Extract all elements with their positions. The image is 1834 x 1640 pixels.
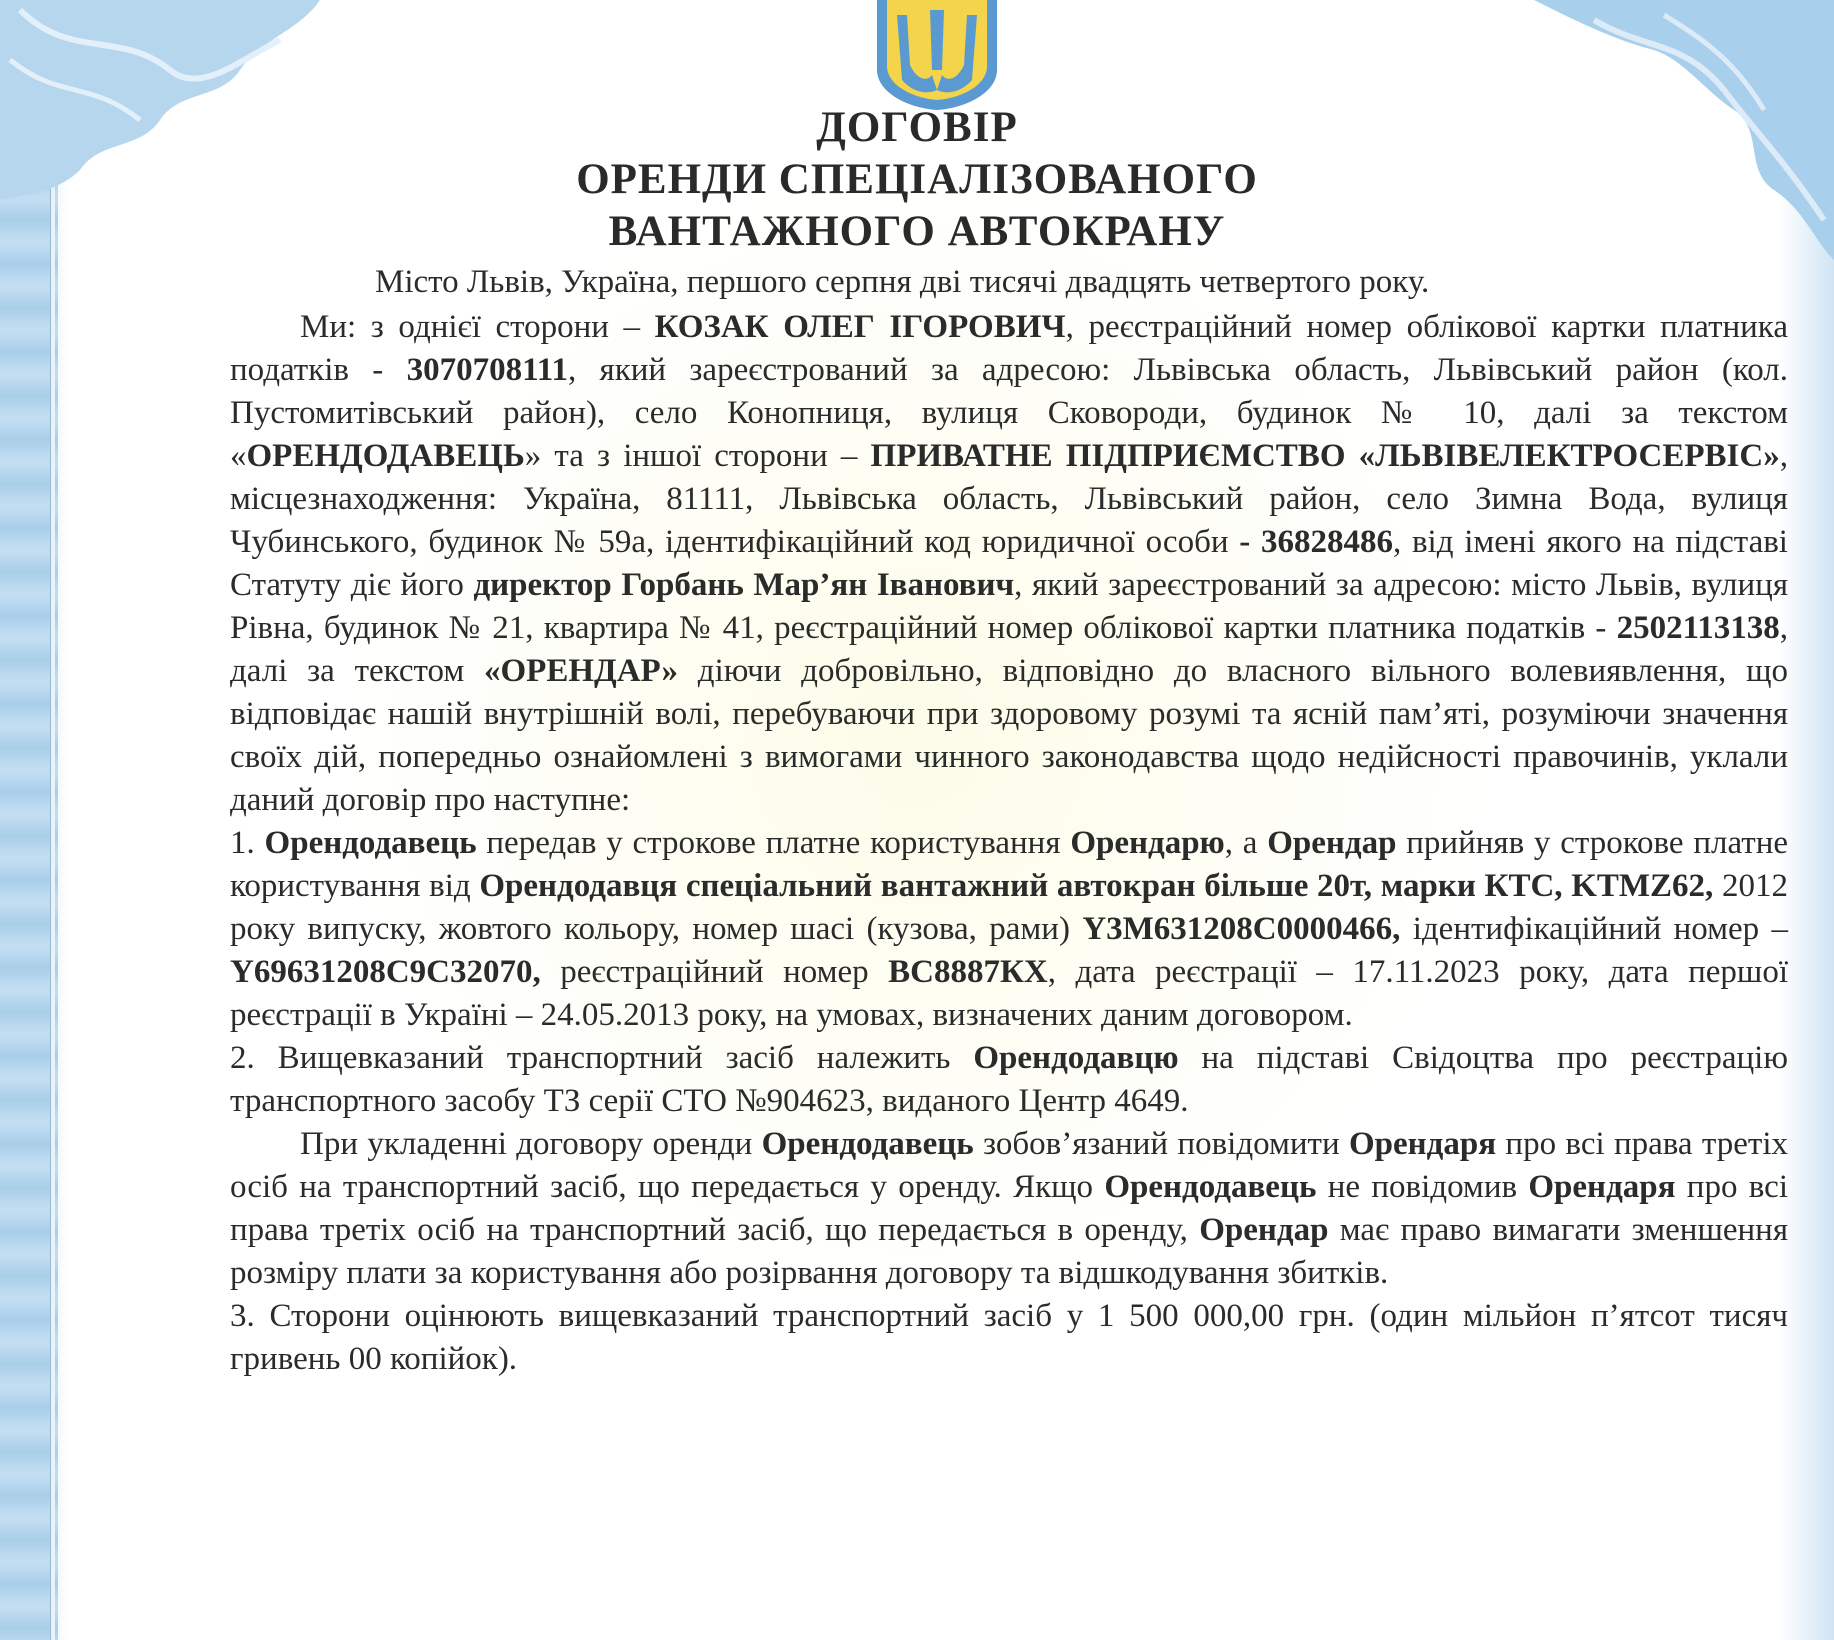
director-tax-number: 2502113138 [1616,610,1780,646]
lessor-name: КОЗАК ОЛЕГ ІГОРОВИЧ [654,309,1066,345]
text-run: , а [1224,825,1268,861]
clause-3 [230,1295,1788,1381]
parties-paragraph [230,306,1788,822]
text-run: , реєстраційний номер облікової картки платника податків - [230,309,1788,388]
document-title-line-2: ОРЕНДИ СПЕЦІАЛІЗОВАНОГО [576,156,1258,203]
text-run: 3. Сторони оцінюють вищевказаний транспортний засіб у 1 500 000,00 грн. (один мільйон п’ятсот тисяч гривень 00 копійок). [230,1298,1788,1377]
bold-term: Орендодавець [761,1126,974,1162]
text-run: має право вимагати зменшення розміру плати за користування або розірвання договору та відшкодування збитків. [230,1212,1788,1291]
text-run: 1. [230,825,265,861]
bold-term: Орендодавець [264,825,477,861]
text-run: , місцезнаходження: Україна, 81111, Львівська область, Львівський район, село Зимна Вода, вулиця Чубинського, будинок № 59а, ідентифікаційний код юридичної особи [230,438,1788,560]
text-run: » та з іншої сторони – [524,438,871,474]
document-title-line-3: ВАНТАЖНОГО АВТОКРАНУ [608,208,1226,255]
bold-term: Орендар [1267,825,1397,861]
text-run: зобов’язаний повідомити [973,1126,1349,1162]
bold-term: Орендаря [1348,1126,1497,1162]
bold-term: Орендар [1199,1212,1329,1248]
text-run: ідентифікаційний номер – [1400,911,1789,947]
text-run: про всі права третіх осіб на транспортний засіб, що передається у оренду. Якщо [230,1126,1788,1205]
text-run: на підставі Свідоцтва про реєстрацію транспортного засобу ТЗ серії СТО №904623, виданого Центр 4649. [230,1040,1788,1119]
trident-emblem-icon [872,0,1002,110]
bold-term: Орендаря [1528,1169,1676,1205]
text-run: , далі за текстом [230,610,1788,689]
text-run: передав у строкове платне користування [476,825,1071,861]
lessee-director-name: директор Горбань Мар’ян Іванович [473,567,1015,603]
text-run: реєстраційний номер [540,954,889,990]
bold-term: Орендодавець [1104,1169,1317,1205]
text-run: про всі права третіх осіб на транспортний засіб, що передається в оренду, [230,1169,1788,1248]
vehicle-description: Орендодавця спеціальний вантажний автокран більше 20т, марки КТС, KTMZ62, [479,868,1714,904]
text-run: При укладенні договору оренди [300,1126,762,1162]
lessee-label: «ОРЕНДАР» [484,653,679,689]
contract-body [230,306,1788,1381]
vin-number: Y69631208C9C32070, [230,954,541,990]
clause-2 [230,1037,1788,1123]
text-run: не повідомив [1316,1169,1529,1205]
lessee-company-code: - 36828486 [1239,524,1393,560]
lessor-label: ОРЕНДОДАВЕЦЬ [246,438,525,474]
text-run: , який зареєстрований за адресою: місто Львів, вулиця Рівна, будинок № 21, квартира № 41, реєстраційний номер облікової картки платника податків - [230,567,1788,646]
lessee-company-name: ПРИВАТНЕ ПІДПРИЄМСТВО «ЛЬВІВЕЛЕКТРОСЕРВІС» [870,438,1780,474]
text-run: , який зареєстрований за адресою: Львівська область, Львівський район (кол. Пустомитівський район), село Конопниця, вулиця Сковороди, будинок № 10, далі за текстом « [230,352,1788,474]
place-date-line: Місто Львів, Україна, першого серпня дві тисячі двадцять четвертого року. [375,264,1430,300]
lessor-tax-number: 3070708111 [406,352,568,388]
clause-1 [230,822,1788,1037]
third-party-rights-paragraph [230,1123,1788,1295]
registration-plate: ВС8887КХ [888,954,1048,990]
document-title-line-1: ДОГОВІР [816,104,1018,151]
text-run: 2. Вищевказаний транспортний засіб належить [230,1040,974,1076]
text-run: прийняв у строкове платне користування від [230,825,1789,904]
bold-term: Орендодавцю [973,1040,1179,1076]
text-run: діючи добровільно, відповідно до власного вільного волевиявлення, що відповідає нашій внутрішній волі, перебуваючи при здоровому розумі та ясній пам’яті, розуміючи значення своїх дій, попередньо ознайомлені з вимогами чинного законодавства щодо недійсності правочинів, уклали даний договір про наступне: [230,653,1788,818]
text-run: , від імені якого на підставі Статуту діє його [230,524,1788,603]
text-run: , дата реєстрації – 17.11.2023 року, дата першої реєстрації в Україні – 24.05.2013 року, на умовах, визначених даним договором. [230,954,1788,1033]
chassis-number: Y3M631208C0000466, [1082,911,1401,947]
text-run: Ми: з однієї сторони – [300,309,655,345]
text-run: 2012 року випуску, жовтого кольору, номер шасі (кузова, рами) [230,868,1788,947]
bold-term: Орендарю [1070,825,1225,861]
